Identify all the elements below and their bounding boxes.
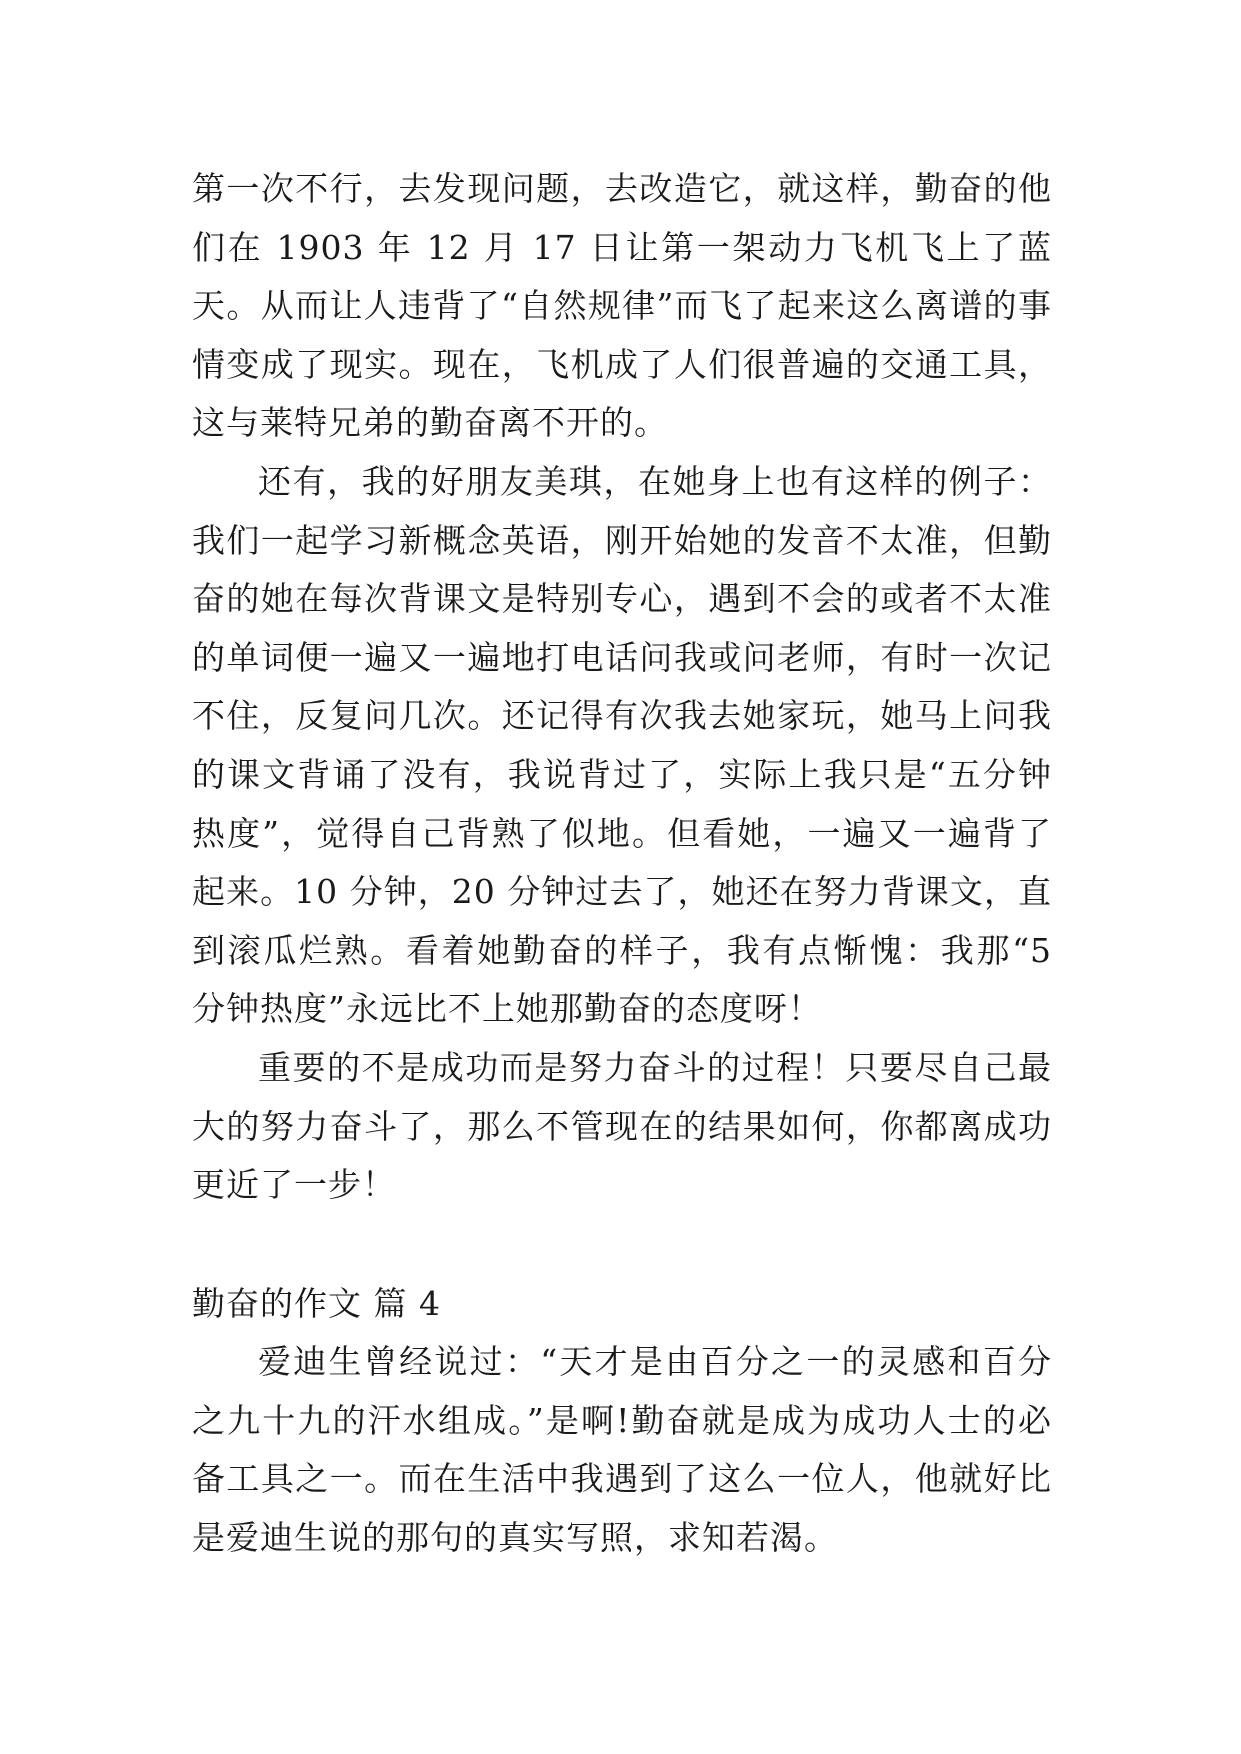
section-heading: 勤奋的作文 篇 4: [192, 1283, 441, 1323]
paragraph-conclusion: 重要的不是成功而是努力奋斗的过程！只要尽自己最大的努力奋斗了，那么不管现在的结果如何，你都离成功更近了一步！: [192, 1047, 1052, 1205]
paragraph-meiqi-example: 还有，我的好朋友美琪，在她身上也有这样的例子：我们一起学习新概念英语，刚开始她的发音不太准，但勤奋的她在每次背课文是特别专心，遇到不会的或者不太准的单词便一遍又一遍地打电话问我或问老师，有时一次记不住，反复问几次。还记得有次我去她家玩，她马上问我的课文背诵了没有，我说背过了，实际上我只是“五分钟热度”，觉得自己背熟了似地。但看她，一遍又一遍背了起来。10 分钟，20 分钟过去了，她还在努力背课文，直到滚瓜烂熟。看着她勤奋的样子，我有点惭愧：我那“5 分钟热度”永远比不上她那勤奋的态度呀！: [192, 461, 1052, 1029]
paragraph-wright-brothers: 第一次不行，去发现问题，去改造它，就这样，勤奋的他们在 1903 年 12 月 17 日让第一架动力飞机飞上了蓝天。从而让人违背了“自然规律”而飞了起来这么离谱的事情变成了现实。现在，飞机成了人们很普遍的交通工具，这与莱特兄弟的勤奋离不开的。: [192, 169, 1052, 443]
document-body: [192, 160, 1052, 1568]
paragraph-edison-quote: 爱迪生曾经说过：“天才是由百分之一的灵感和百分之九十九的汗水组成。”是啊!勤奋就是成为成功人士的必备工具之一。而在生活中我遇到了这么一位人，他就好比是爱迪生说的那句的真实写照，求知若渴。: [192, 1342, 1052, 1558]
